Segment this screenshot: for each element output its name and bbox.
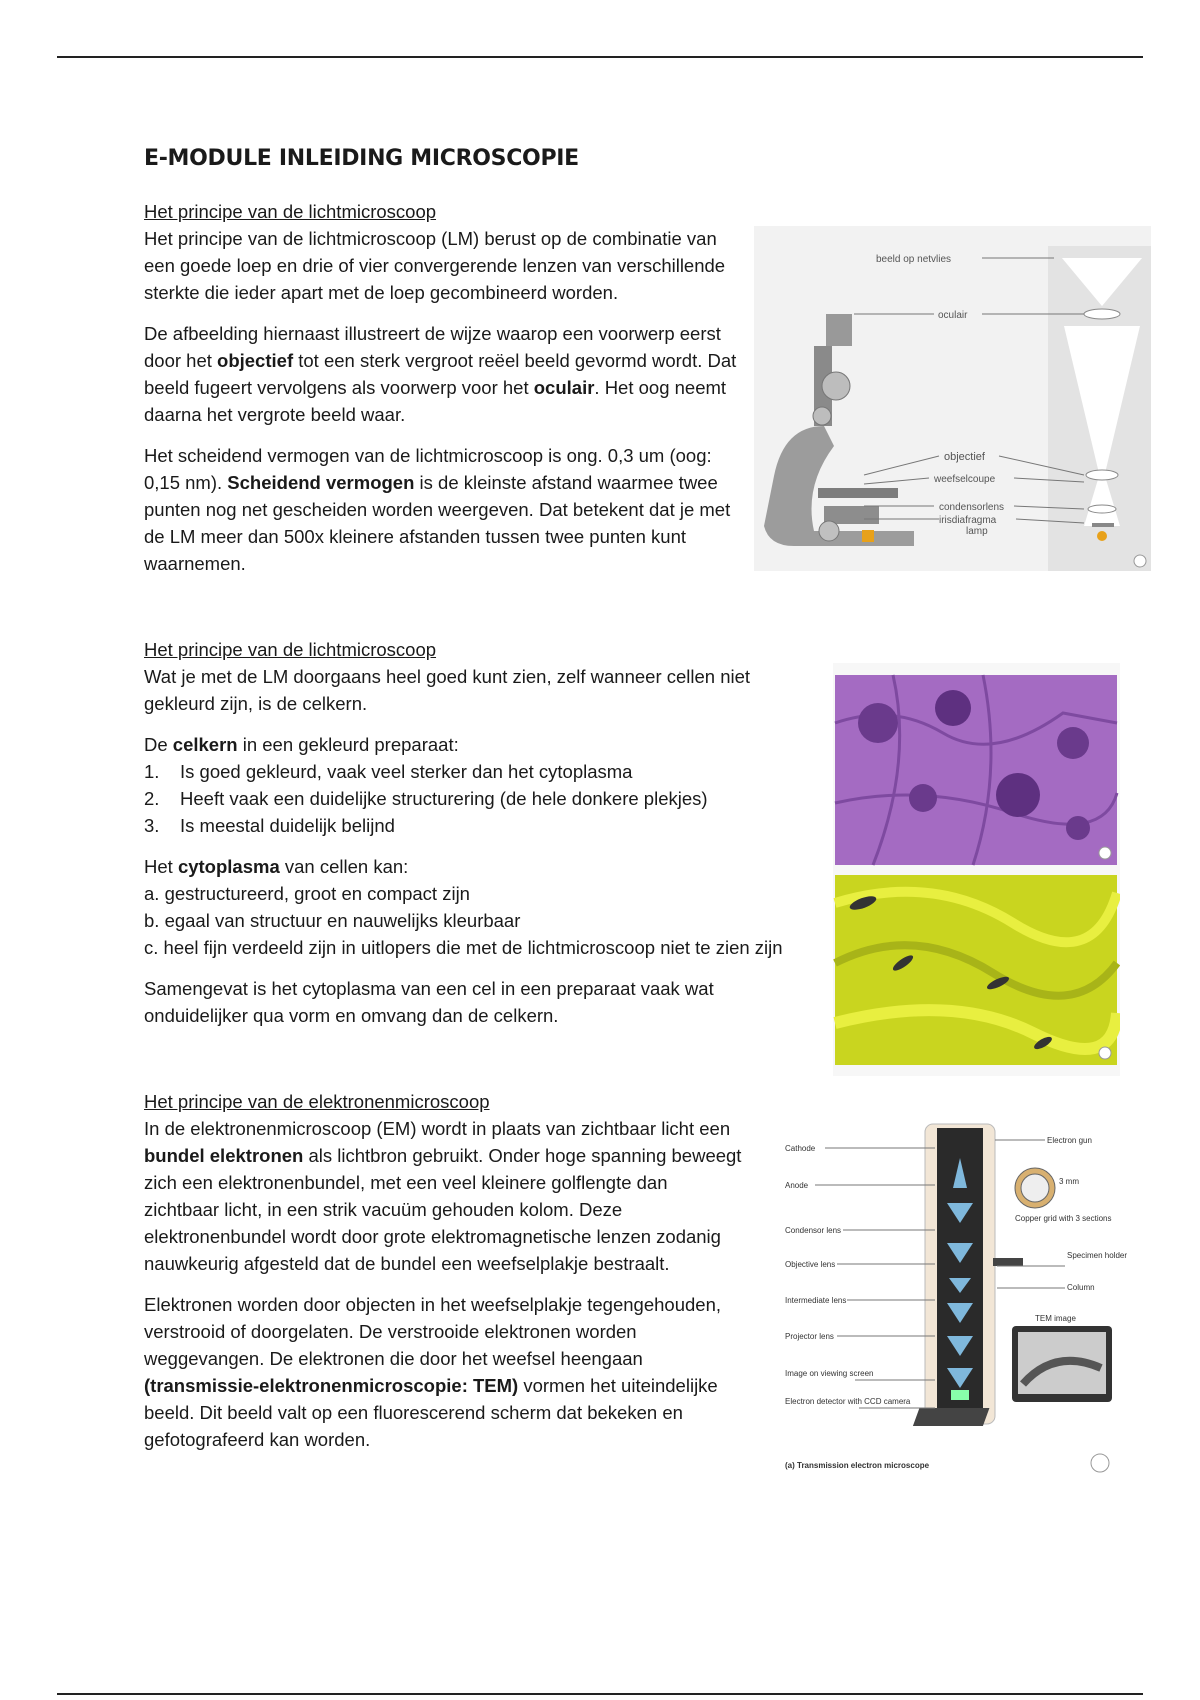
label-netvlies: beeld op netvlies	[876, 254, 952, 265]
label-specimen-holder: Specimen holder	[1067, 1251, 1127, 1260]
section-heading: Het principe van de lichtmicroscoop	[144, 201, 437, 222]
bottom-rule	[57, 1693, 1143, 1695]
label-copper-grid: Copper grid with 3 sections	[1015, 1214, 1112, 1223]
label-anode: Anode	[785, 1181, 809, 1190]
label-lamp: lamp	[966, 526, 988, 537]
paragraph: Het principe van de lichtmicroscoop (LM) berust op de combinatie van een goede loep en drie of vier convergerende lenzen van verschillende sterkte die ieder apart met de loep gecombineerd worden.	[144, 228, 726, 303]
tem-diagram	[775, 1118, 1127, 1480]
section-heading: Het principe van de lichtmicroscoop	[144, 639, 437, 660]
label-condensor-lens: Condensor lens	[785, 1226, 842, 1235]
label-viewing-screen: Image on viewing screen	[785, 1369, 874, 1378]
label-condensorlens: condensorlens	[939, 502, 1005, 513]
paragraph: Het cytoplasma van cellen kan:	[144, 856, 409, 877]
label-objective-lens: Objective lens	[785, 1260, 836, 1269]
paragraph: Het scheidend vermogen van de lichtmicroscoop is ong. 0,3 um (oog: 0,15 nm). Scheidend vermogen is de kleinste afstand waarmee twee punten nog net gescheiden worden weergeven. Dat betekent dat je met de LM meer dan 500x kleinere afstanden tussen twee punten kunt waarnemen.	[144, 445, 731, 574]
figure-caption: (a) Transmission electron microscope	[785, 1461, 930, 1470]
list-item: 1. Is goed gekleurd, vaak veel sterker dan het cytoplasma	[144, 761, 633, 782]
section-elektronenmicroscoop	[144, 1088, 744, 1467]
label-intermediate-lens: Intermediate lens	[785, 1296, 847, 1305]
celkern-micrograph	[835, 675, 1117, 865]
section-lichtmicroscoop-2	[144, 636, 824, 1043]
paragraph: In de elektronenmicroscoop (EM) wordt in plaats van zichtbaar licht een bundel elektronen als lichtbron gebruikt. Onder hoge spanning beweegt zich een elektronenbundel, met een veel kleinere golflengte dan zichtbaar licht, in een strik vacuüm gehouden kolom. Deze elektronenbundel wordt door grote elektromagnetische lenzen zodanig nauwkeurig afgesteld dat de bundel een weefselplakje bestraalt.	[144, 1118, 742, 1274]
label-cathode: Cathode	[785, 1144, 816, 1153]
label-electron-gun: Electron gun	[1047, 1136, 1092, 1145]
section-lichtmicroscoop-1	[144, 198, 744, 591]
paragraph: Samengevat is het cytoplasma van een cel in een preparaat vaak wat onduidelijker qua vorm en omvang dan de celkern.	[144, 978, 714, 1026]
label-electron-detector: Electron detector with CCD camera	[785, 1397, 911, 1406]
label-projector-lens: Projector lens	[785, 1332, 834, 1341]
paragraph: De afbeelding hiernaast illustreert de wijze waarop een voorwerp eerst door het objectief tot een sterk vergroot reëel beeld gevormd wordt. Dat beeld fugeert vervolgens als voorwerp voor het oculair. Het oog neemt daarna het vergrote beeld waar.	[144, 323, 737, 425]
microscope-diagram	[754, 226, 1151, 571]
cell-micrographs	[833, 663, 1120, 1076]
list-item: 3. Is meestal duidelijk belijnd	[144, 815, 395, 836]
label-irisdiafragma: irisdiafragma	[939, 515, 997, 526]
label-3mm: 3 mm	[1059, 1177, 1079, 1186]
label-weefselcoupe: weefselcoupe	[934, 474, 996, 485]
label-oculair: oculair	[938, 310, 968, 321]
label-objectief: objectief	[944, 451, 985, 463]
cytoplasma-list	[144, 880, 824, 961]
paragraph: De celkern in een gekleurd preparaat:	[144, 734, 459, 755]
paragraph: Wat je met de LM doorgaans heel goed kunt zien, zelf wanneer cellen niet gekleurd zijn, is de celkern.	[144, 666, 751, 714]
list-item: c. heel fijn verdeeld zijn in uitlopers die met de lichtmicroscoop niet te zien zijn	[144, 937, 783, 958]
list-item: b. egaal van structuur en nauwelijks kleurbaar	[144, 910, 521, 931]
label-tem-image: TEM image	[1035, 1314, 1076, 1323]
page-title: E-MODULE INLEIDING MICROSCOPIE	[144, 146, 579, 171]
list-item: 2. Heeft vaak een duidelijke structurering (de hele donkere plekjes)	[144, 788, 708, 809]
label-column: Column	[1067, 1283, 1095, 1292]
section-heading: Het principe van de elektronenmicroscoop	[144, 1091, 490, 1112]
paragraph: Elektronen worden door objecten in het weefselplakje tegengehouden, verstrooid of doorgelaten. De verstrooide elektronen worden weggevangen. De elektronen die door het weefsel heengaan (transmissie-elektronenmicroscopie: TEM) vormen het uiteindelijke beeld. Dit beeld valt op een fluorescerend scherm dat bekeken en gefotografeerd kan worden.	[144, 1294, 721, 1450]
list-item: a. gestructureerd, groot en compact zijn	[144, 883, 470, 904]
cytoplasma-micrograph	[835, 875, 1117, 1065]
top-rule	[57, 56, 1143, 58]
celkern-list	[144, 758, 824, 839]
